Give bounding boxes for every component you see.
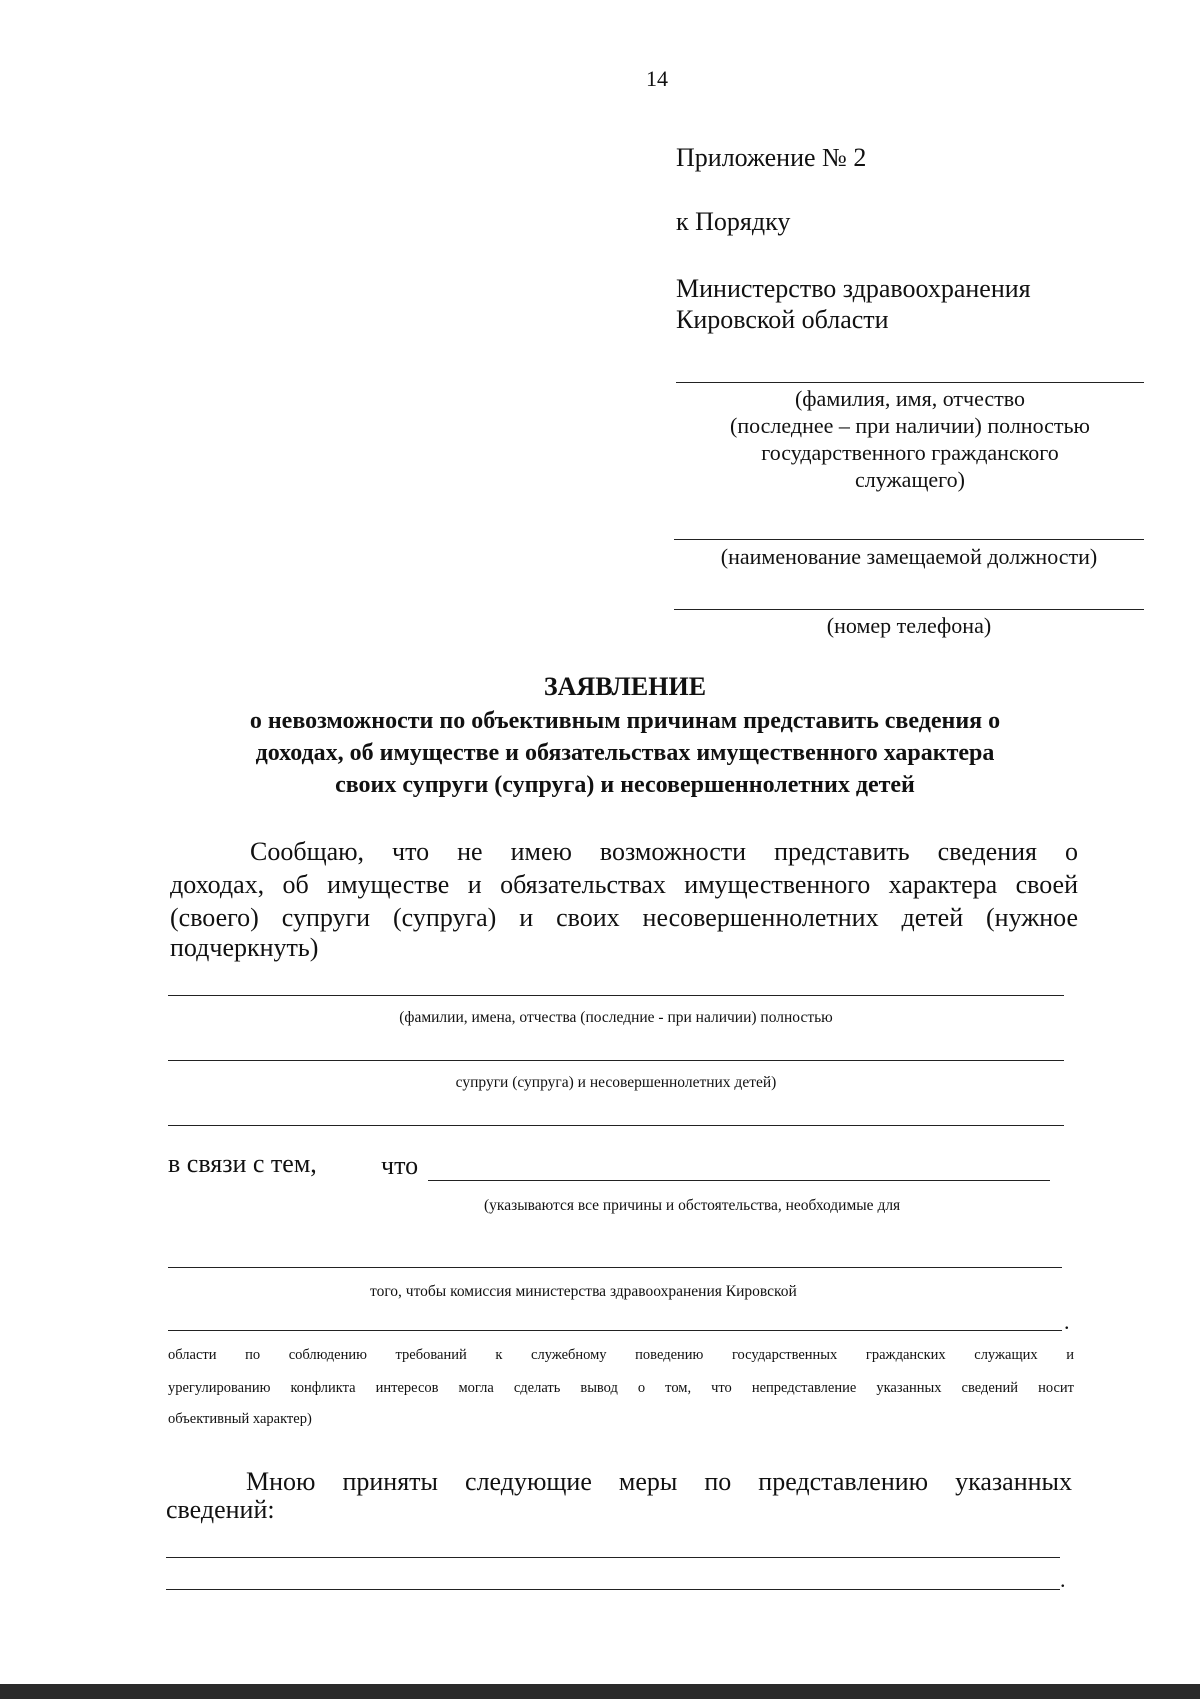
applicant-name-hint-2: (последнее – при наличии) полностью [730,413,1090,438]
paragraph2-line2: сведений: [166,1495,275,1524]
applicant-name-line[interactable] [676,382,1144,383]
reason-line1[interactable] [428,1180,1050,1181]
measures-end-dot: . [1060,1567,1066,1592]
phone-line[interactable] [674,609,1144,610]
ministry-name-line2: Кировской области [676,305,889,334]
paragraph1-line1: Сообщаю, что не имею возможности представить сведения о [250,837,1078,866]
family-names-line2[interactable] [168,1060,1064,1061]
applicant-name-hint-4: служащего) [855,467,965,492]
page-number: 14 [646,66,668,91]
reason-line2[interactable] [168,1267,1062,1268]
ministry-name-line1: Министерство здравоохранения [676,274,1031,303]
reason-line3[interactable] [168,1330,1062,1331]
family-names-line3[interactable] [168,1125,1064,1126]
paragraph2-line1: Мною приняты следующие меры по представлению указанных [246,1467,1072,1496]
measures-line2[interactable] [166,1589,1060,1590]
family-names-hint1: (фамилии, имена, отчества (последние - при наличии) полностью [399,1009,833,1026]
family-names-line1[interactable] [168,995,1064,996]
reason-label-2: что [381,1151,419,1180]
order-reference: к Порядку [676,207,791,236]
reason-end-dot: . [1064,1309,1070,1334]
reason-hint2: того, чтобы комиссия министерства здравоохранения Кировской [370,1283,797,1300]
reason-label-1: в связи с тем, [168,1149,317,1178]
document-subtitle [170,705,1080,801]
position-hint: (наименование замещаемой должности) [720,544,1098,569]
family-names-hint2: супруги (супруга) и несовершеннолетних детей) [455,1074,777,1091]
paragraph1-line4: подчеркнуть) [170,933,319,962]
reason-hint5: объективный характер) [168,1411,312,1427]
applicant-name-hint-1: (фамилия, имя, отчество [794,386,1026,411]
applicant-name-hint [690,385,1130,493]
subtitle-line3: своих супруги (супруга) и несовершеннолетних детей [335,772,915,798]
paragraph1-line3: (своего) супруги (супруга) и своих несовершеннолетних детей (нужное [170,903,1078,932]
reason-hint1: (указываются все причины и обстоятельства, необходимые для [484,1197,901,1214]
scan-bottom-edge [0,1684,1200,1699]
subtitle-line2: доходах, об имуществе и обязательствах имущественного характера [255,740,995,766]
position-line[interactable] [674,539,1144,540]
phone-hint: (номер телефона) [826,613,992,638]
subtitle-line1: о невозможности по объективным причинам представить сведения о [249,708,1001,734]
reason-hint3: области по соблюдению требований к служебному поведению государственных гражданских служащих и [168,1347,1074,1363]
paragraph1-line2: доходах, об имуществе и обязательствах имущественного характера своей [170,870,1078,899]
reason-hint4: урегулированию конфликта интересов могла сделать вывод о том, что непредставление указанных сведений носит [168,1380,1074,1396]
applicant-name-hint-3: государственного гражданского [761,440,1059,465]
measures-line1[interactable] [166,1557,1060,1558]
document-title: ЗАЯВЛЕНИЕ [543,672,707,701]
appendix-label: Приложение № 2 [676,143,867,172]
